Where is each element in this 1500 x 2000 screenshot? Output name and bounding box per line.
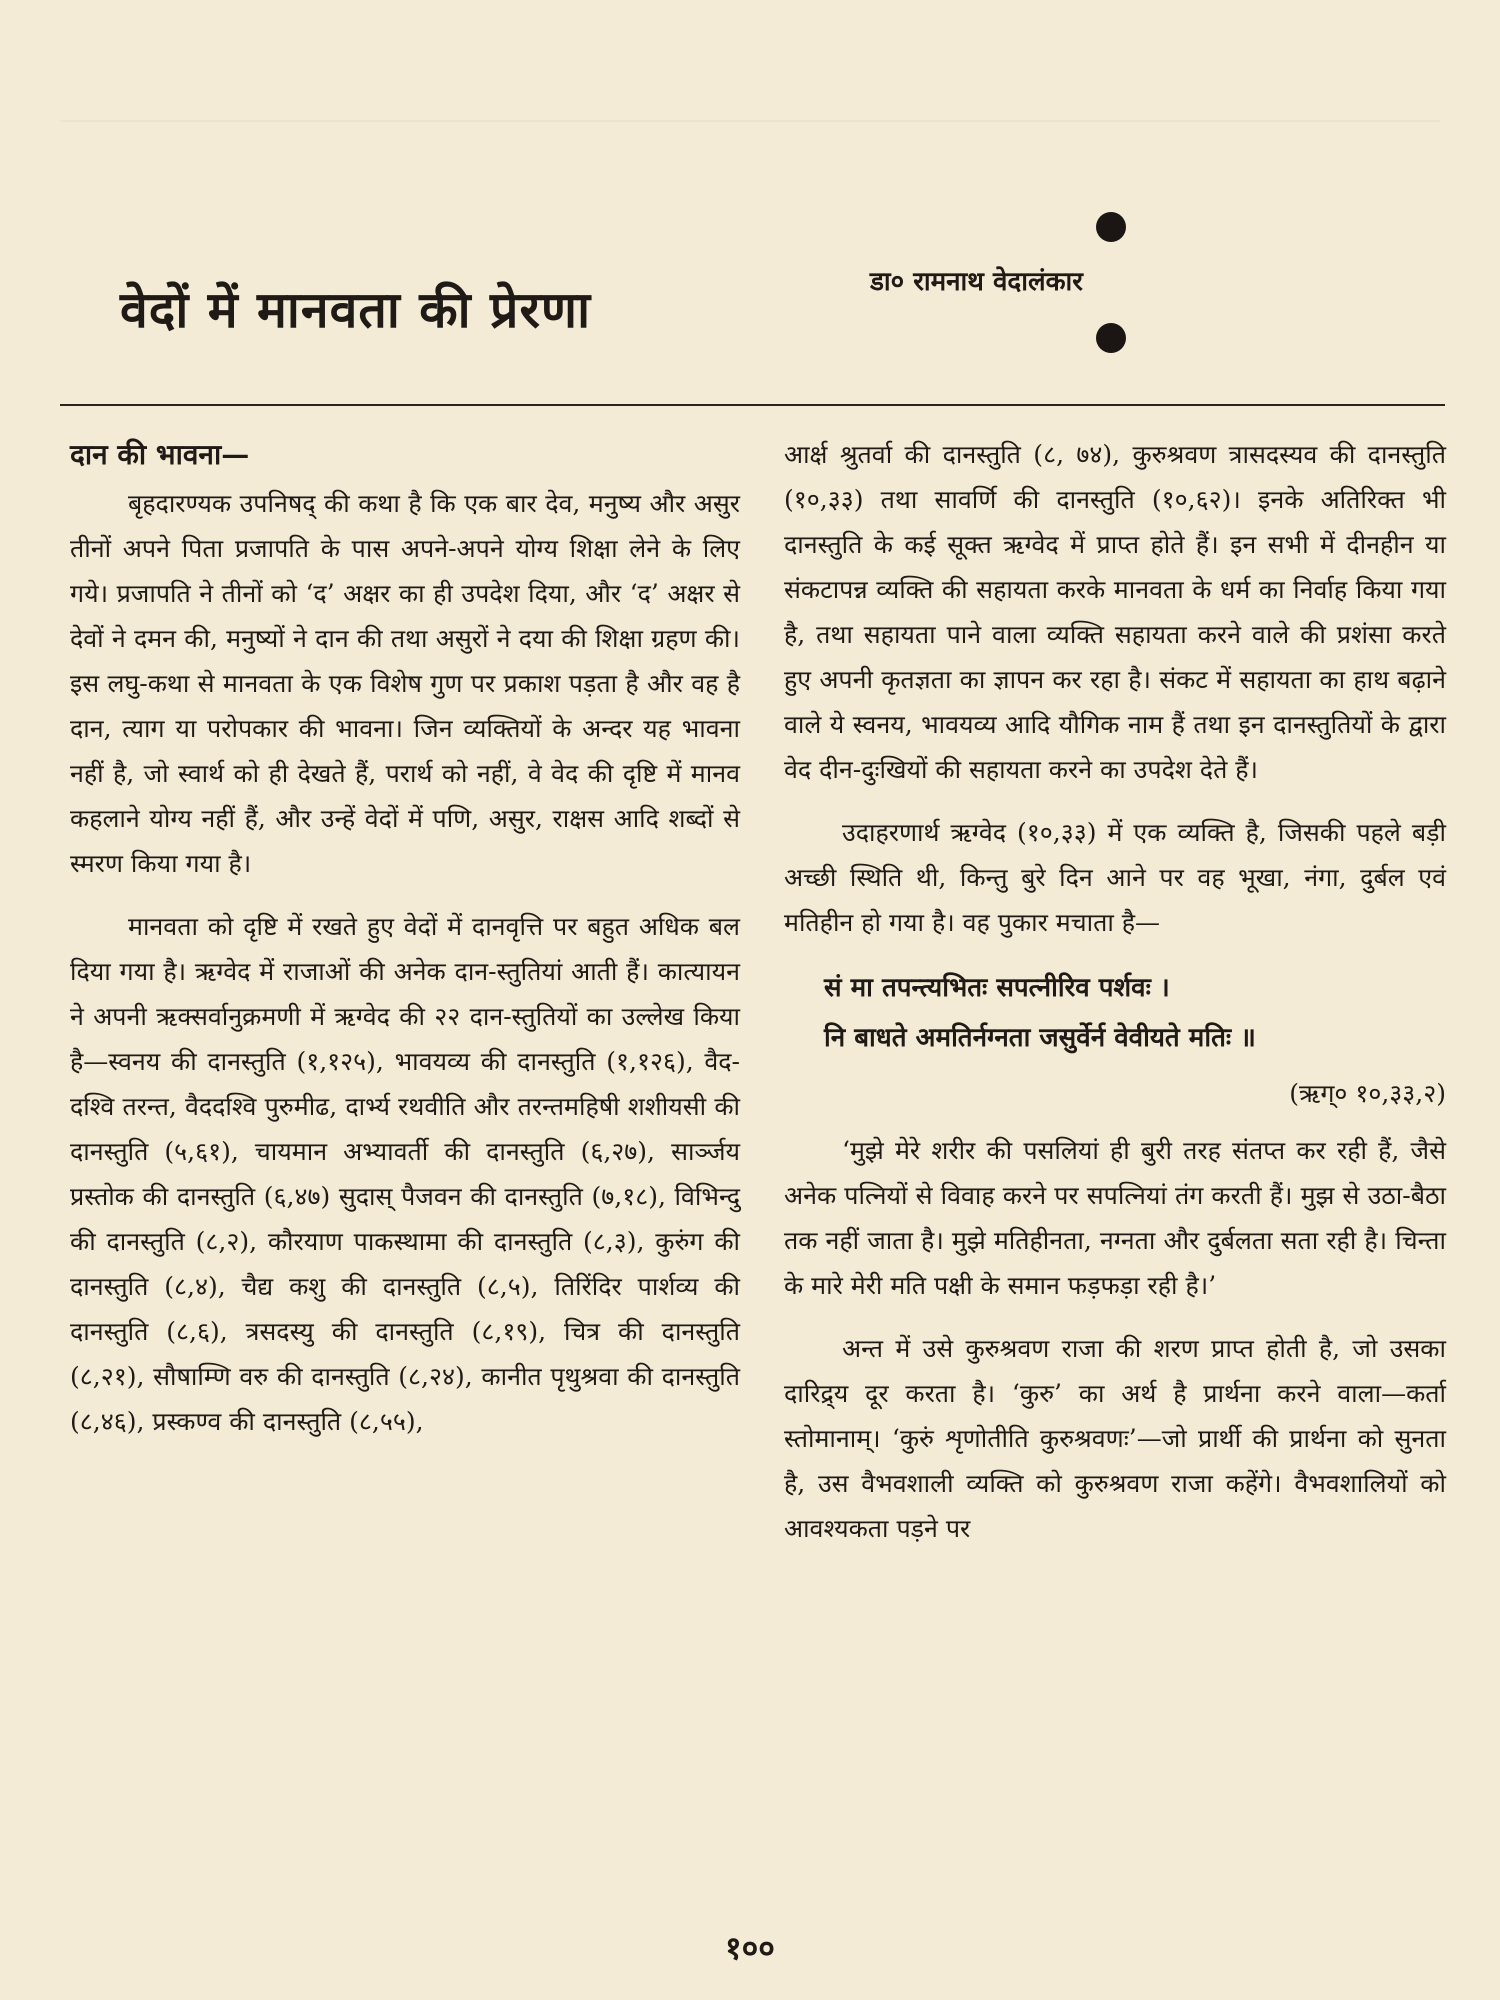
paragraph: बृहदारण्यक उपनिषद् की कथा है कि एक बार देव, मनुष्य और असुर तीनों अपने पिता प्रजापति के पास अपने-अपने योग्य शिक्षा लेने के लिए गये। प्रजापति ने तीनों को ‘द’ अक्षर का ही उपदेश दिया, और ‘द’ अक्षर से देवों ने दमन की, मनुष्यों ने दान की तथा असुरों ने दया की शिक्षा ग्रहण की। इस लघु-कथा से मानवता के एक विशेष गुण पर प्रकाश पड़ता है और वह है दान, त्याग या परोपकार की भावना। जिन व्यक्तियों के अन्दर यह भावना नहीं है, जो स्वार्थ को ही देखते हैं, परार्थ को नहीं, वे वेद की दृष्टि में मानव कहलाने योग्य नहीं हैं, और उन्हें वेदों में पणि, असुर, राक्षस आदि शब्दों से स्मरण किया गया है। bbox=[70, 489, 740, 878]
paragraph: मानवता को दृष्टि में रखते हुए वेदों में दानवृत्ति पर बहुत अधिक बल दिया गया है। ऋग्वेद में राजाओं की अनेक दान-स्तुतियां आती हैं। कात्यायन ने अपनी ऋक्सर्वानुक्रमणी में ऋग्वेद की २२ दान-स्तुतियों का उल्लेख किया है—स्वनय की दानस्तुति (१,१२५), भावयव्य की दानस्तुति (१,१२६), वैद-दश्वि तरन्त, वैददश्वि पुरुमीढ, दार्भ्य रथवीति और तरन्तमहिषी शशीयसी की दानस्तुति (५,६१), चायमान अभ्यावर्ती की दानस्तुति (६,२७), सार्ञ्जय प्रस्तोक की दानस्तुति (६,४७) सुदास् पैजवन की दानस्तुति (७,१८), विभिन्दु की दानस्तुति (८,२), कौरयाण पाकस्थामा की दानस्तुति (८,३), कुरुंग की दानस्तुति (८,४), चैद्य कशु की दानस्तुति (८,५), तिरिंदिर पार्शव्य की दानस्तुति (८,६), त्रसदस्यु की दानस्तुति (८,१९), चित्र की दानस्तुति (८,२१), सौषाम्णि वरु की दानस्तुति (८,२४), कानीत पृथुश्रवा की दानस्तुति (८,४६), प्रस्कण्व की दानस्तुति (८,५५), bbox=[70, 912, 740, 1436]
section-heading: दान की भावना— bbox=[70, 438, 250, 471]
left-column bbox=[70, 432, 740, 1462]
paragraph: ‘मुझे मेरे शरीर की पसलियां ही बुरी तरह संतप्त कर रही हैं, जैसे अनेक पत्नियों से विवाह करने पर सपत्नियां तंग करती हैं। मुझ से उठा-बैठा तक नहीं जाता है। मुझे मतिहीनता, नग्नता और दुर्बलता सता रही है। चिन्ता के मारे मेरी मति पक्षी के समान फड़फड़ा रही है।’ bbox=[784, 1136, 1446, 1300]
verse-line: सं मा तपन्त्यभितः सपत्नीरिव पर्शवः । bbox=[824, 973, 1170, 1003]
decorative-bullet-bottom bbox=[1096, 323, 1126, 353]
right-column bbox=[784, 432, 1446, 1569]
paragraph: उदाहरणार्थ ऋग्वेद (१०,३३) में एक व्यक्ति है, जिसकी पहले बड़ी अच्छी स्थिति थी, किन्तु बुरे दिन आने पर वह भूखा, नंगा, दुर्बल एवं मतिहीन हो गया है। वह पुकार मचाता है— bbox=[784, 818, 1446, 937]
paragraph: आर्क्ष श्रुतर्वा की दानस्तुति (८, ७४), कुरुश्रवण त्रासदस्यव की दानस्तुति (१०,३३) तथा सावर्णि की दानस्तुति (१०,६२)। इनके अतिरिक्त भी दानस्तुति के कई सूक्त ऋग्वेद में प्राप्त होते हैं। इन सभी में दीनहीन या संकटापन्न व्यक्ति की सहायता करके मानवता के धर्म का निर्वाह किया गया है, तथा सहायता पाने वाला व्यक्ति सहायता करने वाले की प्रशंसा करते हुए अपनी कृतज्ञता का ज्ञापन कर रहा है। संकट में सहायता का हाथ बढ़ाने वाले ये स्वनय, भावयव्य आदि यौगिक नाम हैं तथा इन दानस्तुतियों के द्वारा वेद दीन-दुःखियों की सहायता करने का उपदेश देते हैं। bbox=[784, 440, 1446, 784]
page-number: १०० bbox=[725, 1929, 775, 1967]
header-divider bbox=[60, 404, 1445, 406]
verse-line: नि बाधते अमतिर्नग्नता जसुर्वेर्न वेवीयते मतिः ॥ bbox=[824, 1023, 1256, 1053]
verse-reference: (ऋग्० १०,३३,२) bbox=[1289, 1079, 1446, 1108]
paragraph: अन्त में उसे कुरुश्रवण राजा की शरण प्राप्त होती है, जो उसका दारिद्र्य दूर करता है। ‘कुरु’ का अर्थ है प्रार्थना करने वाला—कर्ता स्तोमानाम्। ‘कुरुं शृणोतीति कुरुश्रवणः’—जो प्रार्थी की प्रार्थना को सुनता है, उस वैभवशाली व्यक्ति को कुरुश्रवण राजा कहेंगे। वैभवशालियों को आवश्यकता पड़ने पर bbox=[784, 1334, 1446, 1543]
bleed-through-header bbox=[60, 120, 1440, 152]
decorative-bullet-top bbox=[1096, 212, 1126, 242]
article-title: वेदों में मानवता की प्रेरणा bbox=[120, 279, 592, 339]
author-name: डा० रामनाथ वेदालंकार bbox=[870, 267, 1083, 297]
